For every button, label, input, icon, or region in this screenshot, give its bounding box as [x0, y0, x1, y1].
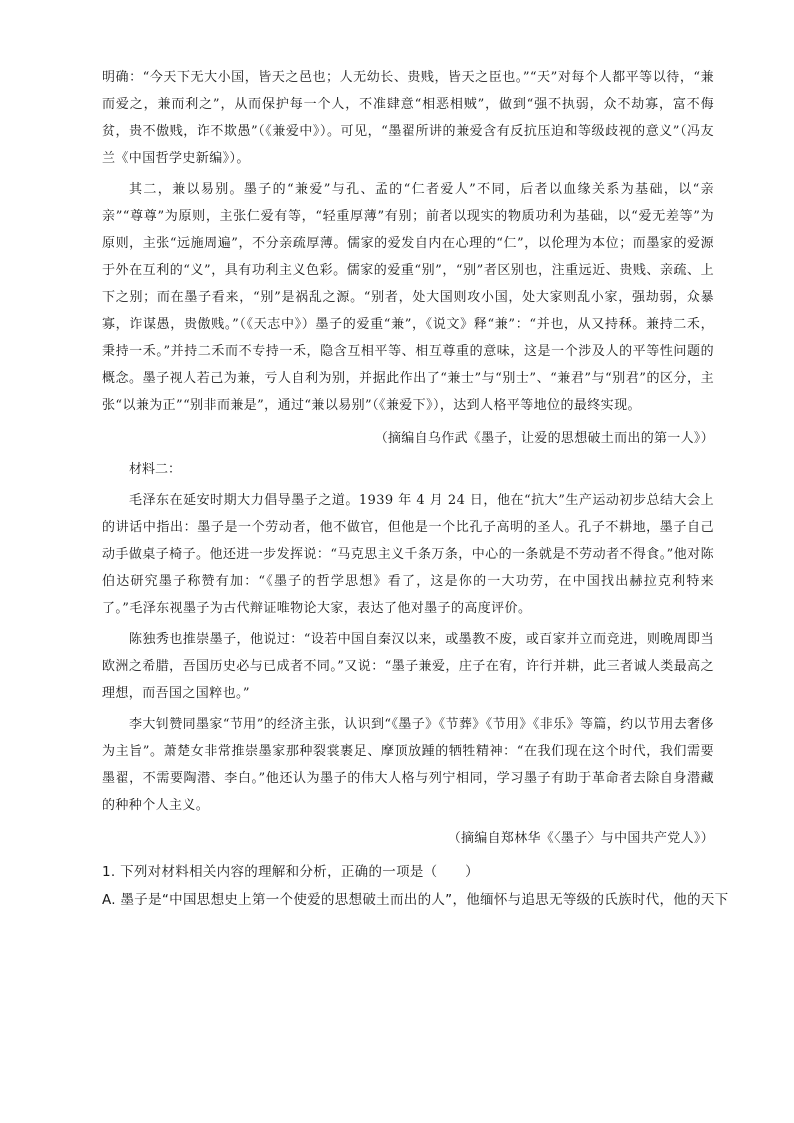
document-content	[102, 64, 729, 914]
material1-paragraph-second-point: 其二，兼以易别。墨子的“兼爱”与孔、孟的“仁者爱人”不同，后者以血缘关系为基础，以“亲亲”“尊尊”为原则，主张仁爱有等，“轻重厚薄”有别；前者以现实的物质功利为基础，以“爱无差等”为原则，主张“远施周遍”，不分亲疏厚薄。儒家的爱发自内在心理的“仁”，以伦理为本位；而墨家的爱源于外在互利的“义”，具有功利主义色彩。儒家的爱重“别”，“别”者区别也，注重远近、贵贱、亲疏、上下之别；而在墨子看来，“别”是祸乱之源。“别者，处大国则攻小国，处大家则乱小家，强劫弱，众暴寡，诈谋愚，贵傲贱。”（《天志中》）墨子的爱重“兼”，《说文》释“兼”：“并也，从又持秝。兼持二禾，秉持一禾。”并持二禾而不专持一禾，隐含互相平等、相互尊重的意味，这是一个涉及人的平等性问题的概念。墨子视人若己为兼，亏人自利为别，并据此作出了“兼士”与“别士”、“兼君”与“别君”的区分，主张“以兼为正”“别非而兼是”，通过“兼以易别”（《兼爱下》），达到人格平等地位的最终实现。	[102, 182, 714, 413]
material1-source: （摘编自乌作武《墨子，让爱的思想破土而出的第一人》）	[374, 431, 714, 446]
question-option-a: A. 墨子是“中国思想史上第一个使爱的思想破土而出的人”，他缅怀与追思无等级的氏族时代，他的天下	[102, 892, 729, 908]
question-stem: 1. 下列对材料相关内容的理解和分析，正确的一项是（ ）	[102, 864, 479, 880]
material2-paragraph-chen: 陈独秀也推崇墨子，他说过：“设若中国自秦汉以来，或墨教不废，或百家并立而竞进，则晚周即当欧洲之希腊，吾国历史必与已成者不同。”又说：“墨子兼爱，庄子在宥，许行并耕，此三者诚人类最高之理想，而吾国之国粹也。”	[102, 632, 714, 701]
material2-heading: 材料二：	[129, 462, 182, 477]
material2-source: （摘编自郑林华《〈墨子〉与中国共产党人》）	[447, 831, 714, 846]
material2-paragraph-li: 李大钊赞同墨家“节用”的经济主张，认识到“《墨子》《节葬》《节用》《非乐》等篇，约以节用去奢侈为主旨”。萧楚女非常推崇墨家那种裂裳裹足、摩顶放踵的牺牲精神：“在我们现在这个时代，我们需要墨翟，不需要陶潜、李白。”他还认为墨子的伟大人格与列宁相同，学习墨子有助于革命者去除自身潜藏的种种个人主义。	[102, 717, 714, 813]
material1-paragraph-continued: 明确：“今天下无大小国，皆天之邑也；人无幼长、贵贱，皆天之臣也。”“天”对每个人都平等以待，“兼而爱之，兼而利之”，从而保护每一个人，不准肆意“相恶相贼”，做到“强不执弱，众不劫寡，富不侮贫，贵不傲贱，诈不欺愚”（《兼爱中》）。可见，“墨翟所讲的兼爱含有反抗压迫和等级歧视的意义”（冯友兰《中国哲学史新编》）。	[102, 70, 714, 166]
material2-paragraph-mao: 毛泽东在延安时期大力倡导墨子之道。1939 年 4 月 24 日，他在“抗大”生产运动初步总结大会上的讲话中指出：墨子是一个劳动者，他不做官，但他是一个比孔子高明的圣人。孔子不耕地，墨子自己动手做桌子椅子。他还进一步发挥说：“马克思主义千条万条，中心的一条就是不劳动者不得食。”他对陈伯达研究墨子称赞有加：“《墨子的哲学思想》看了，这是你的一大功劳，在中国找出赫拉克利特来了。”毛泽东视墨子为古代辩证唯物论大家，表达了他对墨子的高度评价。	[102, 493, 714, 616]
